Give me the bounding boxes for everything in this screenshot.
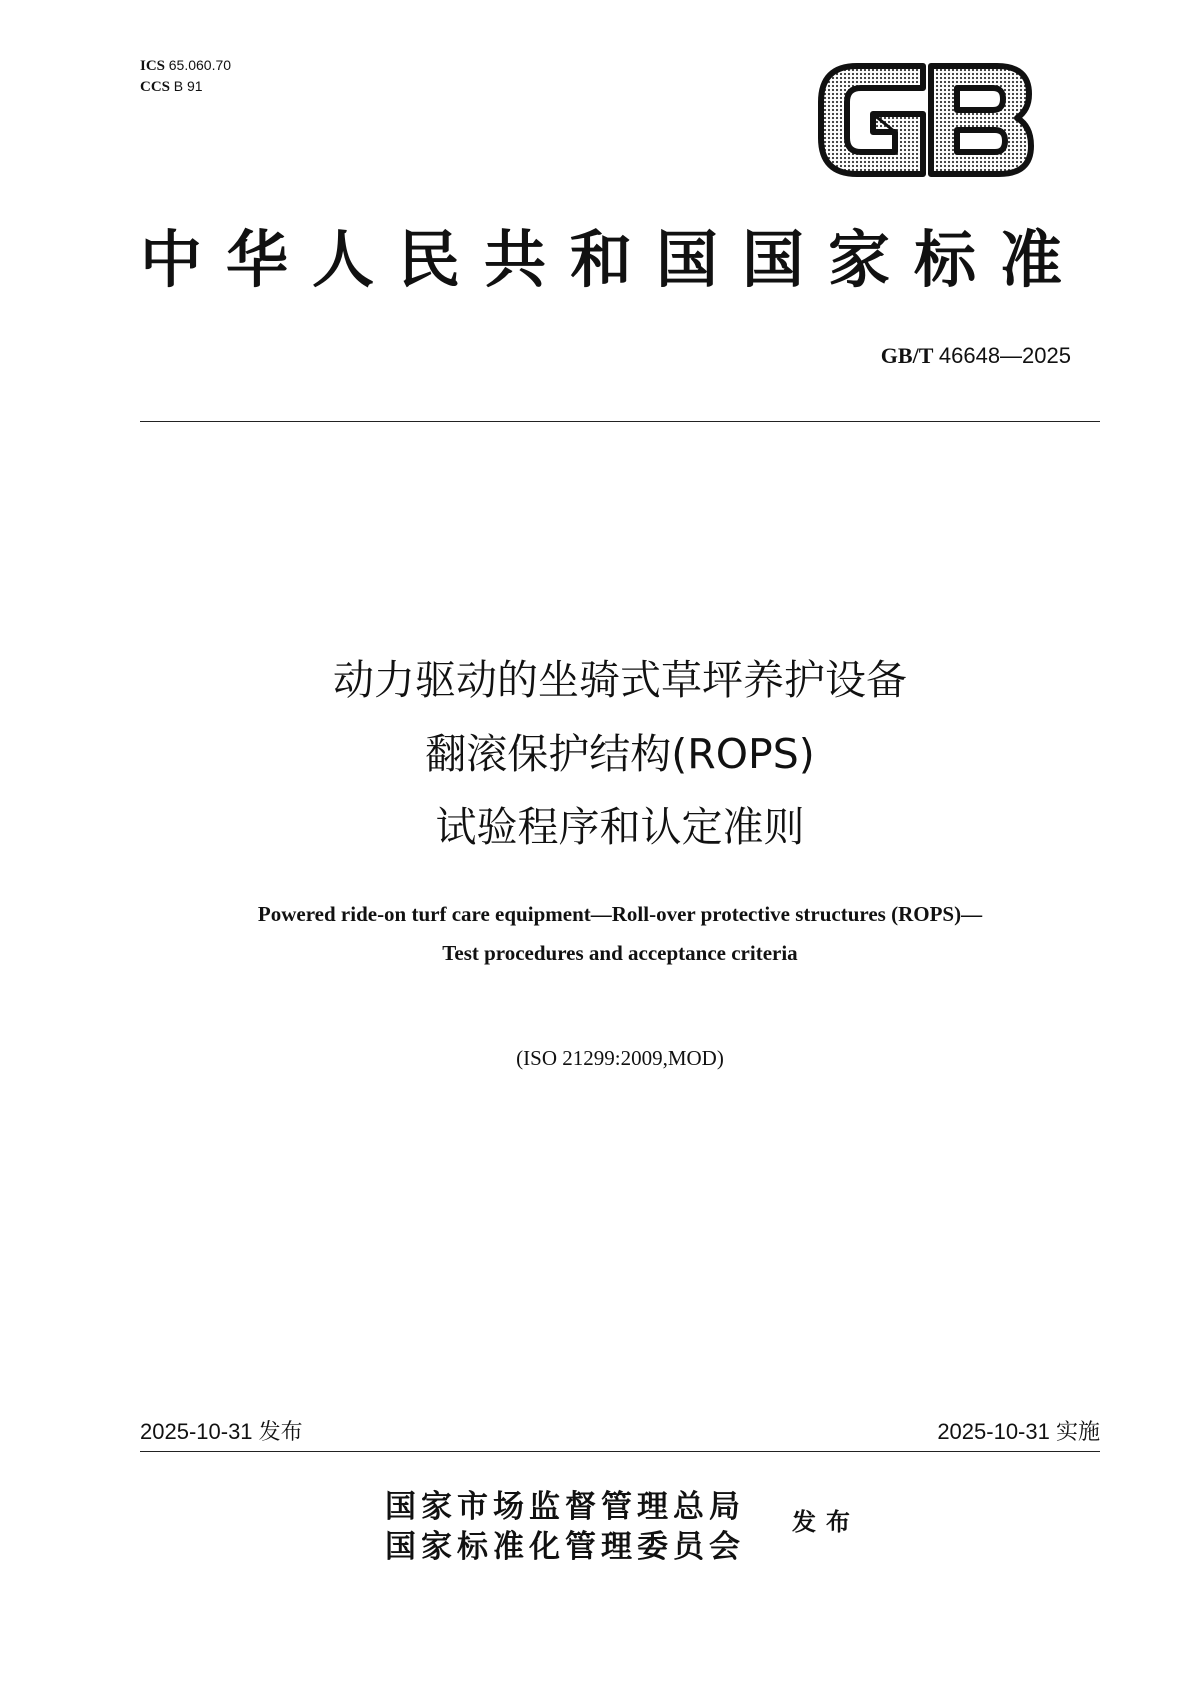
ccs-label: CCS — [140, 79, 171, 95]
issue-action-label: 发布 — [792, 1508, 860, 1536]
standard-number-prefix: GB/T — [880, 343, 934, 368]
bottom-divider — [140, 1451, 1100, 1452]
issue-date-label: 发布 — [258, 1420, 303, 1445]
iso-adoption-note: (ISO 21299:2009,MOD) — [516, 1046, 724, 1070]
issue-date — [140, 1418, 303, 1447]
ics-code: 65.060.70 — [168, 57, 232, 73]
chinese-title-line-2: 翻滚保护结构(ROPS) — [425, 730, 815, 778]
ccs-code: B 91 — [173, 78, 203, 94]
ics-label: ICS — [140, 58, 166, 74]
chinese-title-line-3: 试验程序和认定准则 — [435, 803, 805, 851]
english-title-line-1: Powered ride-on turf care equipment—Roll-over protective structures (ROPS)— — [257, 902, 983, 926]
standard-number — [881, 343, 1071, 369]
top-divider — [140, 421, 1100, 422]
issuer-samr: 国家市场监督管理总局 — [385, 1489, 745, 1525]
ccs-code-line — [140, 76, 231, 97]
standard-number-value: 46648—2025 — [938, 343, 1071, 368]
implementation-date-value: 2025-10-31 — [937, 1419, 1050, 1444]
english-title-line-2: Test procedures and acceptance criteria — [442, 941, 798, 965]
chinese-title-line-1: 动力驱动的坐骑式草坪养护设备 — [333, 656, 907, 704]
issuer-sac: 国家标准化管理委员会 — [385, 1529, 745, 1565]
implementation-date — [937, 1418, 1100, 1447]
gb-emblem-icon — [815, 60, 1037, 180]
ics-code-line — [140, 55, 231, 76]
issuing-bodies — [385, 1487, 745, 1567]
national-standard-title: 中华人民共和国国家标准 — [140, 223, 1087, 296]
issue-date-value: 2025-10-31 — [140, 1419, 253, 1444]
classification-codes — [140, 55, 231, 97]
implementation-date-label: 实施 — [1055, 1420, 1100, 1445]
